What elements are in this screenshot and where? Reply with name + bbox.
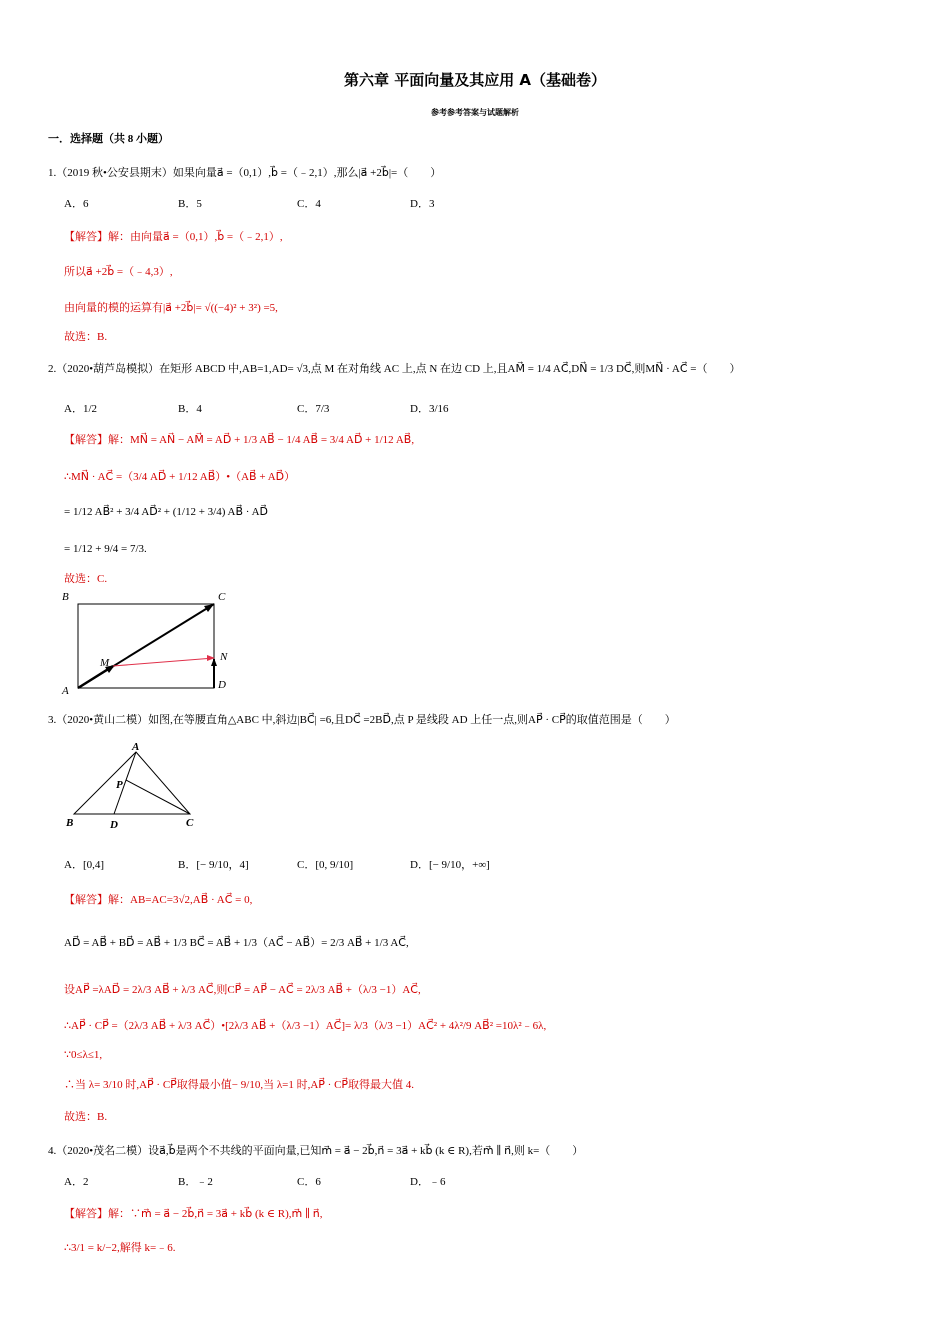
q2-stem: 2.（2020•葫芦岛模拟）在矩形 ABCD 中,AB=1,AD= √3,点 M 在对角线 AC 上,点 N 在边 CD 上,且AM⃗ = 1/4 AC⃗,DN⃗ = 1/3 DC⃗,则MN⃗ · AC⃗ =（ ）: [48, 363, 741, 375]
q2-solution-3: = 1/12 AB⃗² + 3/4 AD⃗² + (1/12 + 3/4) AB⃗ · AD⃗: [64, 506, 269, 518]
q3-option-b: B．[− 9/10，4]: [178, 859, 249, 871]
q3-stem: 3.（2020•黄山二模）如图,在等腰直角△ABC 中,斜边|BC⃗| =6,且DC⃗ =2BD⃗,点 P 是线段 AD 上任一点,则AP⃗ · CP⃗的取值范围是（ ）: [48, 714, 676, 726]
label-a: A: [62, 685, 69, 697]
label-n: N: [220, 651, 228, 663]
q3-solution-1: 【解答】解：AB=AC=3√2,AB⃗ · AC⃗ = 0,: [64, 894, 253, 906]
q1-option-d: D．3: [410, 198, 435, 210]
q4-solution-1: 【解答】解：∵m⃗ = a⃗ − 2b⃗,n⃗ = 3a⃗ + kb⃗ (k ∈ R),m⃗ ∥ n⃗,: [64, 1208, 323, 1220]
q1-solution-3: 由向量的模的运算有|a⃗ +2b⃗|= √((−4)² + 3²) =5,: [64, 302, 278, 314]
q4-stem: 4.（2020•茂名二模）设a⃗,b⃗是两个不共线的平面向量,已知m⃗ = a⃗ − 2b⃗,n⃗ = 3a⃗ + kb⃗ (k ∈ R),若m⃗ ∥ n⃗,则 k=（ ）: [48, 1145, 584, 1157]
q1-answer: 故选：B.: [64, 331, 108, 343]
q1-solution-2: 所以a⃗ +2b⃗ =（﹣4,3）,: [64, 266, 173, 278]
label-b: B: [62, 591, 69, 603]
section-heading: 一．选择题（共 8 小题）: [48, 133, 169, 145]
q3-option-a: A．[0,4]: [64, 859, 105, 871]
q3-solution-4: ∴AP⃗ · CP⃗ =（2λ/3 AB⃗ + λ/3 AC⃗）•[2λ/3 AB⃗ +（λ/3 −1）AC⃗]= λ/3（λ/3 −1）AC⃗² + 4λ²/9 AB⃗² =10λ²﹣6λ,: [64, 1020, 547, 1032]
q1-option-c: C．4: [297, 198, 321, 210]
vector-mn: [113, 658, 214, 666]
q4-option-b: B．﹣2: [178, 1176, 213, 1188]
label-m: M: [100, 657, 110, 669]
page-subtitle: 参考参考答案与试题解析: [431, 108, 519, 117]
segment-pc: [126, 780, 190, 814]
q2-option-d: D．3/16: [410, 403, 449, 415]
q4-option-a: A．2: [64, 1176, 89, 1188]
q1-solution-1: 【解答】解：由向量a⃗ =（0,1）,b⃗ =（﹣2,1）,: [64, 231, 283, 243]
q3-answer: 故选：B.: [64, 1111, 108, 1123]
q2-solution-1: 【解答】解：MN⃗ = AN⃗ − AM⃗ = AD⃗ + 1/3 AB⃗ − 1/4 AB⃗ = 3/4 AD⃗ + 1/12 AB⃗,: [64, 434, 415, 446]
q3-solution-2: AD⃗ = AB⃗ + BD⃗ = AB⃗ + 1/3 BC⃗ = AB⃗ + 1/3（AC⃗ − AB⃗）= 2/3 AB⃗ + 1/3 AC⃗,: [64, 937, 409, 949]
q2-answer: 故选：C.: [64, 573, 108, 585]
q2-solution-2: ∴MN⃗ · AC⃗ =（3/4 AD⃗ + 1/12 AB⃗）•（AB⃗ + AD⃗）: [64, 471, 296, 483]
q3-option-c: C．[0, 9/10]: [297, 859, 354, 871]
label-b: B: [66, 817, 74, 829]
page-title: 第六章 平面向量及其应用 A（基础卷）: [343, 71, 607, 89]
q3-solution-6: ∴当 λ= 3/10 时,AP⃗ · CP⃗取得最小值− 9/10,当 λ=1 时,AP⃗ · CP⃗取得最大值 4.: [64, 1079, 415, 1091]
label-p: P: [116, 779, 123, 791]
arrowhead-c: [204, 604, 214, 612]
q2-option-a: A．1/2: [64, 403, 97, 415]
label-c: C: [186, 817, 194, 829]
arrowhead-dn: [211, 658, 217, 666]
q3-solution-5: ∵0≤λ≤1,: [64, 1049, 103, 1061]
q4-option-d: D．﹣6: [410, 1176, 446, 1188]
q2-rectangle-figure: [58, 588, 238, 698]
label-d: D: [110, 819, 118, 831]
label-d: D: [218, 679, 226, 691]
q1-option-b: B．5: [178, 198, 202, 210]
q2-solution-4: = 1/12 + 9/4 = 7/3.: [64, 543, 147, 555]
q4-solution-2: ∴3/1 = k/−2,解得 k=﹣6.: [64, 1242, 176, 1254]
label-c: C: [218, 591, 226, 603]
q1-stem: 1.（2019 秋•公安县期末）如果向量a⃗ =（0,1）,b⃗ =（﹣2,1）,那么|a⃗ +2b⃗|=（ ）: [48, 167, 442, 179]
q2-option-c: C．7/3: [297, 403, 330, 415]
q3-solution-3: 设AP⃗ =λAD⃗ = 2λ/3 AB⃗ + λ/3 AC⃗,则CP⃗ = AP⃗ − AC⃗ = 2λ/3 AB⃗ +（λ/3 −1）AC⃗,: [64, 984, 421, 996]
q2-option-b: B．4: [178, 403, 202, 415]
q3-triangle-figure: [60, 740, 210, 832]
label-a: A: [132, 741, 140, 753]
q4-option-c: C．6: [297, 1176, 321, 1188]
q1-option-a: A．6: [64, 198, 89, 210]
q3-option-d: D．[− 9/10，+∞]: [410, 859, 490, 871]
